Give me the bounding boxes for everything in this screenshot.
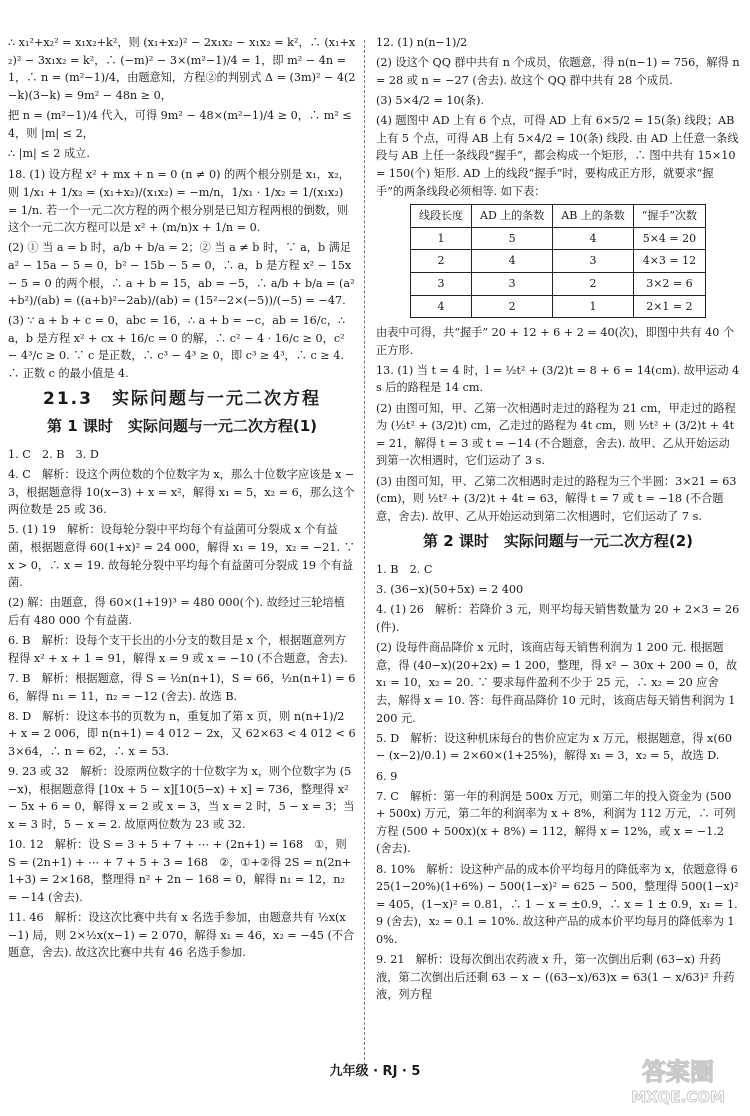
question-18-part-2: (2) ① 当 a = b 时，a/b + b/a = 2；② 当 a ≠ b 时，∵ a，b 满足 a² − 15a − 5 = 0，b² − 15b − 5 = 0，∴ a，b 是方程 x² − 15x − 5 = 0 的两个根，∴ a + b = 15，ab = −5，∴ a/b + b/a = (a²+b²)/(ab) = ((a+b)²−2ab)/(ab) = (15²−2×(−5))/(−5) = −47.: [8, 241, 355, 308]
lesson-1-item: 11. 46 解析：设这次比赛中共有 x 名选手参加，由题意共有 ½x(x−1) 局，则 2×½x(x−1) = 2 070，解得 x₁ = 46，x₂ = −45 (不合题意，舍去). 故这次比赛中共有 46 名选手参加.: [8, 911, 355, 960]
table-cell: 3: [553, 250, 634, 273]
lesson-2-item: (2) 设每件商品降价 x 元时，该商店每天销售利润为 1 200 元. 根据题意，得 (40−x)(20+2x) = 1 200，整理，得 x² − 30x + 200 = 0，故 x₁ = 10，x₂ = 20. ∵ 要求每件盈利不少于 25 元，∴ x₂ = 20 应舍去，解得 x = 10. 答：每件商品降价 10 元时，该商店每天销售利润为 1 200 元.: [376, 641, 738, 725]
handshake-table: [410, 204, 706, 318]
question-18-part-1: 18. (1) 设方程 x² + mx + n = 0 (n ≠ 0) 的两个根分别是 x₁，x₂，则 1/x₁ + 1/x₂ = (x₁+x₂)/(x₁x₂) = −m/n，1/x₁ · 1/x₂ = 1/(x₁x₂) = 1/n. 若一个一元二次方程的两个根分别是已知方程两根的倒数，则这个一元二次方程可以是 x² + (m/n)x + 1/n = 0.: [8, 168, 350, 235]
table-row: [411, 272, 706, 295]
lesson-2-item: 9. 21 解析：设每次倒出农药液 x 升，第一次倒出后剩 (63−x) 升药液，第二次倒出后还剩 63 − x − ((63−x)/63)x = 63(1 − x/63)² 升药液，列方程: [376, 953, 735, 1002]
table-header-cell: AB 上的条数: [553, 205, 634, 228]
table-cell: 2: [553, 272, 634, 295]
question-13-part: (3) 由图可知，甲、乙第二次相遇时走过的路程为三个半圆：3×21 = 63(cm)，则 ½t² + (3/2)t + 4t = 63，解得 t = 7 或 t = −18 (不合题意，舍去). 故甲、乙从开始运动到第二次相遇时，它们运动了 7 s.: [376, 474, 737, 523]
left-top-paragraph: ∴ x₁²+x₂² = x₁x₂+k²，则 (x₁+x₂)² − 2x₁x₂ − x₁x₂ = k²，∴ (x₁+x₂)² − 3x₁x₂ = k²，∴ (−m)² − 3×(m²−1)/4 = 1，即 m² − 4n = 1，∴ n = (m²−1)/4，由题意知，方程②的判别式 Δ = (3m)² − 4(2−k)(3−k) = 9m² − 48n ≥ 0，: [8, 36, 356, 102]
question-13-part: (2) 由图可知，甲、乙第一次相遇时走过的路程为 21 cm，甲走过的路程为 (½t² + (3/2)t) cm，乙走过的路程为 4t cm，则 ½t² + (3/2)t + 4t = 21，解得 t = 3 或 t = −14 (不合题意，舍去). 故甲、乙从开始运动到第一次相遇时，它们运动了 3 s.: [376, 401, 736, 468]
table-header-cell: “握手”次数: [633, 205, 705, 228]
lesson-1-item: 5. (1) 19 解析：设每轮分裂中平均每个有益菌可分裂成 x 个有益菌，根据题意得 60(1+x)² = 24 000，解得 x₁ = 19，x₂ = −21. ∵ x > 0，∴ x = 19. 故每轮分裂中平均每个有益菌可分裂成 19 个有益菌.: [8, 523, 355, 590]
lesson-1-item: 1. C 2. B 3. D: [8, 447, 99, 461]
lesson-2-item: 3. (36−x)(50+5x) = 2 400: [376, 583, 524, 597]
question-12-part: (3) 5×4/2 = 10(条).: [376, 93, 485, 107]
column-divider: [364, 40, 365, 1070]
table-cell: 2×1 = 2: [633, 295, 705, 318]
table-cell: 5: [472, 227, 553, 250]
lesson-1-item: 10. 12 解析：设 S = 3 + 5 + 7 + ⋯ + (2n+1) = 168 ①，则 S = (2n+1) + ⋯ + 7 + 5 + 3 = 168 ②，①+②得 2S = n(2n+1+3) = 2×168，整理得 n² + 2n − 168 = 0，解得 n₁ = 12，n₂ = −14 (舍去).: [8, 838, 352, 904]
lesson-2-item: 8. 10% 解析：设这种产品的成本价平均每月的降低率为 x，依题意得 625(1−20%)(1+6%) − 500(1−x)² = 625 − 500，整理得 500(1−x)² = 405，(1−x)² = 0.81，∴ 1 − x = ±0.9，∴ x = 1 ± 0.9，x₁ = 1.9 (舍去)，x₂ = 0.1 = 10%. 故这种产品的成本价平均每月的降低率为 10%.: [376, 862, 739, 947]
table-cell: 4: [411, 295, 472, 318]
table-cell: 2: [472, 295, 553, 318]
table-cell: 4: [553, 227, 634, 250]
right-mid-paragraph: 由表中可得，共“握手” 20 + 12 + 6 + 2 = 40(次)，即图中共有 40 个正方形.: [376, 326, 735, 357]
page-footer: 九年级 · RJ · 5: [329, 1064, 421, 1079]
table-cell: 4×3 = 12: [633, 250, 705, 273]
question-13-part: 13. (1) 当 t = 4 时，l = ½t² + (3/2)t = 8 + 6 = 14(cm). 故甲运动 4 s 后的路程是 14 cm.: [376, 363, 740, 395]
table-cell: 2: [411, 250, 472, 273]
left-column: [8, 34, 356, 964]
question-12-part: (2) 设这个 QQ 群中共有 n 个成员，依题意，得 n(n−1) = 756，解得 n = 28 或 n = −27 (舍去). 故这个 QQ 群中共有 28 个成员.: [376, 56, 740, 87]
table-header-row: [411, 205, 706, 228]
table-row: [411, 295, 706, 318]
lesson-1-title: 第 1 课时 实际问题与一元二次方程(1): [46, 417, 318, 436]
watermark-line-1: 答案圈: [642, 1058, 714, 1086]
lesson-1-item: 8. D 解析：设这本书的页数为 n，重复加了第 x 页，则 n(n+1)/2 + x = 2 006，即 n(n+1) = 4 012 − 2x，又 62×63 < 4 012 < 63×64，∴ n = 62，∴ x = 53.: [8, 709, 356, 758]
lesson-1-item: 9. 23 或 32 解析：设原两位数字的十位数字为 x，则个位数字为 (5−x)，根据题意得 [10x + 5 − x][10(5−x) + x] = 736，整理得 x² − 5x + 6 = 0，解得 x = 2 或 x = 3，当 x = 2 时，5 − x = 3；当 x = 3 时，5 − x = 2. 故原两位数为 23 或 32.: [8, 765, 355, 831]
left-top-paragraph: ∴ |m| ≤ 2 成立.: [8, 146, 90, 160]
section-title: 21.3 实际问题与一元二次方程: [43, 388, 321, 409]
table-row: [411, 250, 706, 273]
table-header-cell: 线段长度: [411, 205, 472, 228]
watermark-line-2: MXQE.COM: [631, 1088, 725, 1106]
right-column: [376, 34, 740, 1007]
lesson-2-title: 第 2 课时 实际问题与一元二次方程(2): [422, 532, 694, 551]
question-12-part: (4) 题图中 AD 上有 6 个点，可得 AD 上有 6×5/2 = 15(条) 线段；AB 上有 5 个点，可得 AB 上有 5×4/2 = 10(条) 线段. 由 AD 上任意一条线段与 AB 上任一条线段“握手”，都会构成一个矩形，∴ 图中共有 15×10 = 150(个) 矩形. AD 上的线段“握手”时，要构成正方形，就要求“握手”的两条线段必须相等. 如下表：: [376, 114, 739, 198]
lesson-1-item: 6. B 解析：设每个支干长出的小分支的数目是 x 个，根据题意列方程得 x² + x + 1 = 91，解得 x = 9 或 x = −10 (不合题意，舍去).: [8, 634, 348, 665]
lesson-1-item: 7. B 解析：根据题意，得 S = ½n(n+1)，S = 66，½n(n+1) = 66，解得 n₁ = 11，n₂ = −12 (舍去). 故选 B.: [8, 671, 356, 703]
lesson-2-item: 4. (1) 26 解析：若降价 3 元，则平均每天销售数量为 20 + 2×3 = 26(件).: [376, 603, 740, 634]
lesson-2-item: 1. B 2. C: [376, 563, 433, 576]
table-header-cell: AD 上的条数: [472, 205, 553, 228]
lesson-2-item: 6. 9: [376, 769, 398, 783]
lesson-2-item: 5. D 解析：设这种机床每台的售价应定为 x 万元，根据题意，得 x(60 − (x−2)/0.1) = 2×60×(1+25%)，解得 x₁ = 3，x₂ = 5，故选 D.: [376, 731, 732, 763]
table-cell: 5×4 = 20: [633, 227, 705, 250]
question-18-part-3: (3) ∵ a + b + c = 0，abc = 16，∴ a + b = −c，ab = 16/c，∴ a，b 是方程 x² + cx + 16/c = 0 的解，∴ c² − 4 · 16/c ≥ 0，c² − 4³/c ≥ 0. ∵ c 是正数，∴ c³ − 4³ ≥ 0，即 c³ ≥ 4³，∴ c ≥ 4. ∴ 正数 c 的最小值是 4.: [8, 314, 346, 381]
table-cell: 1: [411, 227, 472, 250]
lesson-1-item: 4. C 解析：设这个两位数的个位数字为 x，那么十位数字应该是 x − 3，根据题意得 10(x−3) + x = x²，解得 x₁ = 5，x₂ = 6，那么这个两位数是 25 或 36.: [8, 468, 355, 517]
site-watermark-logo: [614, 1052, 742, 1110]
left-top-paragraph: 把 n = (m²−1)/4 代入，可得 9m² − 48×(m²−1)/4 ≥ 0，∴ m² ≤ 4，则 |m| ≤ 2，: [8, 108, 352, 140]
lesson-2-item: 7. C 解析：第一年的利润是 500x 万元，则第二年的投入资金为 (500 + 500x) 万元，第二年的利润率为 x + 8%，利润为 112 万元，∴ 可列方程 (500 + 500x)(x + 8%) = 112，解得 x = 12%，或 x = −1.2 (舍去).: [376, 789, 736, 856]
table-cell: 3×2 = 6: [633, 272, 705, 295]
table-cell: 4: [472, 250, 553, 273]
lesson-1-item: (2) 解：由题意，得 60×(1+19)³ = 480 000(个). 故经过三轮培植后有 480 000 个有益菌.: [8, 596, 345, 627]
watermark-icon: [614, 1052, 742, 1110]
table-cell: 3: [472, 272, 553, 295]
table-cell: 1: [553, 295, 634, 318]
table-row: [411, 227, 706, 250]
table-cell: 3: [411, 272, 472, 295]
question-12-part: 12. (1) n(n−1)/2: [376, 36, 468, 49]
